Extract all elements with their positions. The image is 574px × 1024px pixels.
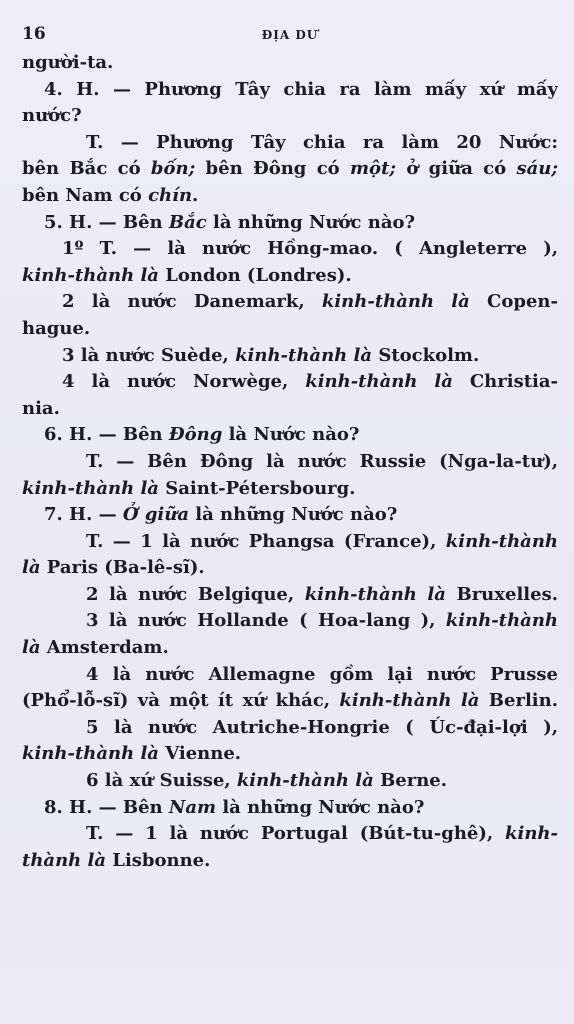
page-header (22, 20, 558, 50)
text-line: bên Bắc có bốn; bên Đông có một; ở giữa có sáu; (22, 158, 558, 180)
text-line: bên Nam có chín. (22, 184, 199, 206)
text-line: T. — 1 là nước Phangsa (France), kinh-thành (86, 530, 558, 552)
text-line: T. — Phương Tây chia ra làm 20 Nước: (86, 131, 558, 153)
page-number: 16 (22, 24, 46, 44)
page-body (22, 50, 558, 874)
text-line: 8. H. — Bên Nam là những Nước nào? (44, 796, 425, 818)
text-line: thành là Lisbonne. (22, 849, 211, 871)
text-line: là Paris (Ba-lê-sĩ). (22, 557, 205, 579)
text-line: T. — Bên Đông là nước Russie (Nga-la-tư), (86, 450, 558, 472)
running-title: ĐỊA DƯ (261, 28, 319, 42)
text-line: kinh-thành là Vienne. (22, 743, 242, 765)
text-line: 1º T. — là nước Hồng-mao. ( Angleterre ), (62, 238, 558, 260)
text-line: 5 là nước Autriche-Hongrie ( Úc-đại-lợi ), (86, 716, 558, 738)
text-line: 2 là nước Belgique, kinh-thành là Bruxelles. (86, 583, 558, 605)
text-line: 4. H. — Phương Tây chia ra làm mấy xứ mấy (44, 78, 558, 100)
text-line: 6. H. — Bên Đông là Nước nào? (44, 424, 360, 446)
text-line: hague. (22, 317, 91, 339)
text-line: 3 là nước Suède, kinh-thành là Stockolm. (62, 344, 480, 366)
text-line: 3 là nước Hollande ( Hoa-lang ), kinh-thành (86, 610, 558, 632)
text-line: 2 là nước Danemark, kinh-thành là Copen- (62, 291, 558, 313)
text-line: 4 là nước Allemagne gồm lại nước Prusse (86, 663, 558, 685)
text-line: 4 là nước Norwège, kinh-thành là Christia- (62, 371, 558, 393)
text-line: 6 là xứ Suisse, kinh-thành là Berne. (86, 770, 448, 792)
text-line: là Amsterdam. (22, 637, 169, 659)
text-line: (Phổ-lỗ-sĩ) và một ít xứ khác, kinh-thành là Berlin. (22, 690, 558, 712)
text-line: 5. H. — Bên Bắc là những Nước nào? (44, 211, 416, 233)
text-line: T. — 1 là nước Portugal (Bút-tu-ghê), kinh- (86, 823, 558, 845)
text-line: người-ta. (22, 52, 114, 73)
text-line: nia. (22, 397, 60, 419)
text-line: kinh-thành là London (Londres). (22, 264, 352, 286)
text-line: nước? (22, 105, 82, 127)
text-line: kinh-thành là Saint-Pétersbourg. (22, 477, 356, 499)
text-line: 7. H. — Ở giữa là những Nước nào? (44, 504, 398, 526)
